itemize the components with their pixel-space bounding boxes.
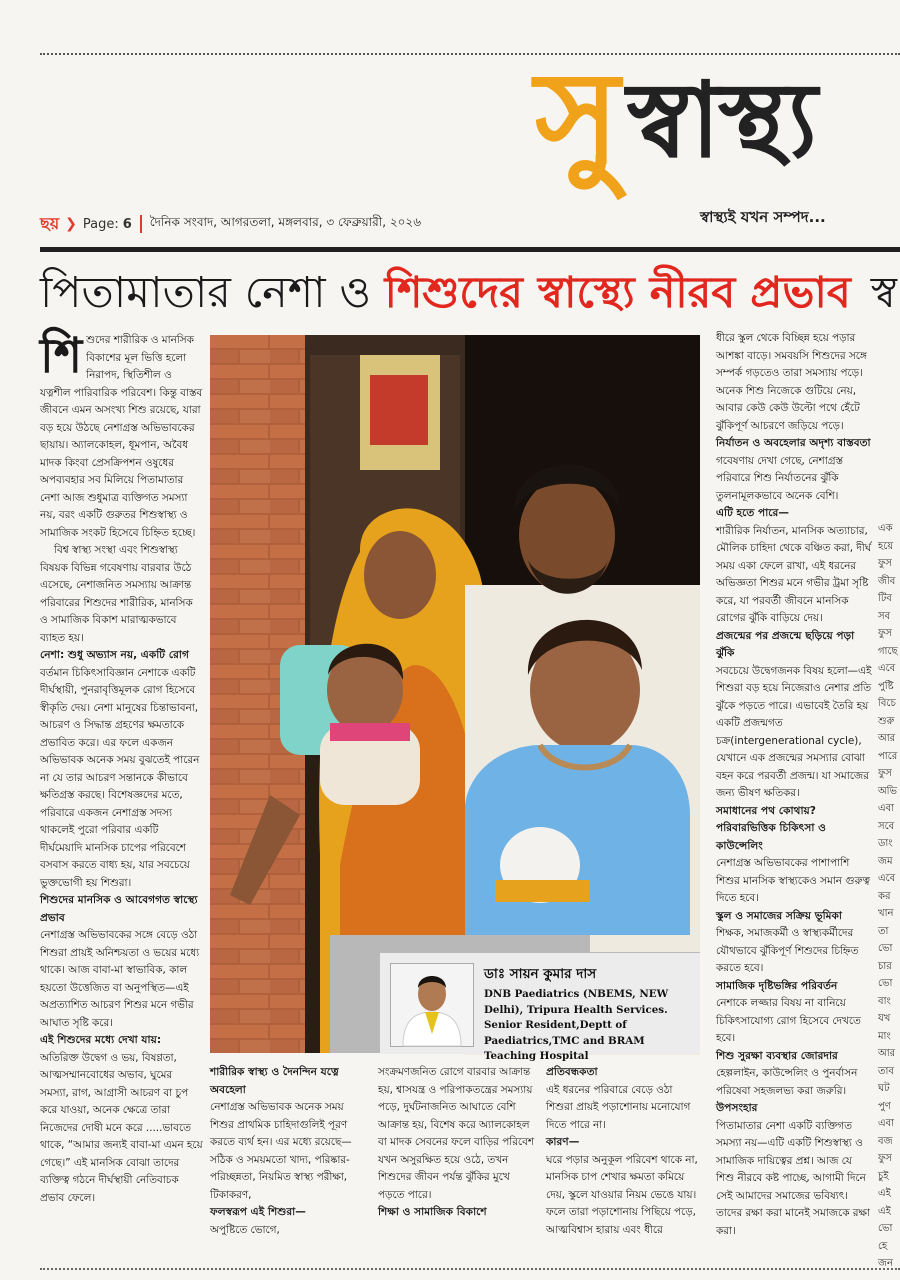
col5-subheading: সামাজিক দৃষ্টিভঙ্গির পরিবর্তন [716, 979, 838, 992]
col5-subheading: উপসংহার [716, 1102, 758, 1114]
col5-paragraph: হেল্পলাইন, কাউন্সেলিং ও পুনর্বাসন পরিষেবা সহজলভ্য করা জরুরি। [716, 1067, 858, 1097]
col4-subheading: প্রতিবন্ধকতা [546, 1066, 598, 1078]
col1-list: অতিরিক্ত উদ্বেগ ও ভয়, বিষণ্ণতা, আত্মসম্মানবোধের অভাব, ঘুমের সমস্যা, রাগ, আগ্রাসী আচরণ বা চুপ করে যাওয়া, অনেক ক্ষেত্রে তারা নিজেদের দোষী মনে করে .....ভাবতে থাকে, “আমার জন্যই বাবা-মা এমন হয়ে গেছে।” এই মানসিক বোঝা তাদের ব্যক্তিত্ব গঠনে দীর্ঘস্থায়ী নেতিবাচক প্রভাব ফেলে। [40, 1051, 203, 1204]
col1-subheading: এই শিশুদের মধ্যে দেখা যায়: [40, 1034, 162, 1046]
col5-paragraph: ধীরে স্কুল থেকে বিচ্ছিন্ন হয়ে পড়ার আশঙ্কা বাড়ে। সমবয়সি শিশুদের সঙ্গে সম্পর্ক গড়তেও তারা সমস্যায় পড়ে। অনেক শিশু নিজেকে গুটিয়ে নেয়, আবার কেউ কেউ উল্টো পথে হেঁটে ঝুঁকিপূর্ণ আচরণে জড়িয়ে পড়ে। [716, 332, 867, 432]
col5-paragraph: পিতামাতার নেশা একটি ব্যক্তিগত সমস্যা নয়—এটি একটি শিশুস্বাস্থ্য ও সামাজিক দায়িত্বের প্রশ্ন। আজ যে শিশু নীরবে কষ্ট পাচ্ছে, আগামী দিনে সেই আমাদের সমাজের ভবিষ্যৎ। তাদের রক্ষা করা মানেই সমাজকে রক্ষা করা। [716, 1119, 870, 1237]
col4-paragraph: এই ধরনের পরিবারে বেড়ে ওঠা শিশুরা প্রায়ই পড়াশোনায় মনোযোগ দিতে পারে না। [546, 1083, 691, 1131]
masthead-title-rest: স্বাস্থ্য [627, 58, 816, 181]
col1-paragraph: নেশাগ্রস্ত অভিভাবকের সঙ্গে বেড়ে ওঠা শিশুরা প্রায়ই অনিশ্চয়তা ও ভয়ের মধ্যে থাকে। আজ বাবা-মা স্বাভাবিক, কাল হয়তো উত্তেজিত বা অনুপস্থিত—এই অপ্রত্যাশিত আচরণ শিশুর মনে গভীর আঘাত সৃষ্টি করে। [40, 929, 200, 1029]
col1-subheading: শিশুদের মানসিক ও আবেগগত স্বাস্থ্যে প্রভাব [40, 894, 198, 924]
tagline: স্বাস্থ্যই যখন সম্পদ... [700, 208, 826, 226]
col5-subheading: নির্যাতন ও অবহেলার অদৃশ্য বাস্তবতা [716, 437, 871, 449]
col5-subheading: প্রজন্মের পর প্রজন্মে ছড়িয়ে পড়া ঝুঁকি [716, 629, 855, 659]
page-bar-divider [140, 215, 142, 233]
col5-subheading: স্কুল ও সমাজের সক্রিয় ভূমিকা [716, 909, 843, 922]
col5-subheading: পরিবারভিত্তিক চিকিৎসা ও কাউন্সেলিং [716, 822, 826, 852]
bottom-dotted-rule [40, 1268, 900, 1270]
col2-subheading: ফলস্বরূপ এই শিশুরা— [210, 1206, 306, 1218]
author-name: ডাঃ সায়ন কুমার দাস [484, 966, 597, 982]
col1-subheading: নেশা: শুধু অভ্যাস নয়, একটি রোগ [40, 649, 189, 661]
article-column-2 [210, 1064, 365, 1262]
chevron-right-icon: ❯ [65, 216, 77, 232]
author-credentials: DNB Paediatrics (NBEMS, NEW Delhi), Tripura Health Services. Senior Resident,Deptt of Paediatrics,TMC and BRAM Teaching Hospital [484, 988, 669, 1062]
col5-subheading: সমাধানের পথ কোথায়? [716, 804, 816, 817]
top-dotted-rule [40, 53, 900, 55]
col5-paragraph: নেশাগ্রস্ত অভিভাবকের পাশাপাশি শিশুর মানসিক স্বাস্থ্যকেও সমান গুরুত্ব দিতে হবে। [716, 857, 870, 904]
author-byline [380, 952, 700, 1062]
dropcap: শি [40, 328, 83, 384]
col1-paragraph: বিশ্ব স্বাস্থ্য সংস্থা এবং শিশুস্বাস্থ্য বিষয়ক বিভিন্ন গবেষণায় বারবার উঠে এসেছে, নেশাজনিত সমস্যায় আক্রান্ত পরিবারের শিশুদের শারীরিক, মানসিক ও সামাজিক বিকাশ মারাত্মকভাবে ব্যাহত হয়। [40, 544, 193, 644]
col2-paragraph: অপুষ্টিতে ভোগে, [210, 1223, 280, 1236]
col5-subheading: এটি হতে পারে— [716, 507, 789, 519]
article-column-3 [378, 1064, 538, 1262]
page-label: Page: [82, 216, 119, 232]
article-column-1 [40, 328, 203, 1262]
article-column-4 [546, 1064, 701, 1262]
col1-paragraph: বর্তমান চিকিৎসাবিজ্ঞান নেশাকে একটি দীর্ঘস্থায়ী, পুনরাবৃত্তিমূলক রোগ হিসেবে স্বীকৃতি দেয়। নেশা মানুষের চিন্তাভাবনা, আচরণ ও সিদ্ধান্ত গ্রহণের ক্ষমতাকে প্রভাবিত করে। এর ফলে একজন অভিভাবক অনেক সময় বুঝতেই পারেন না যে তার আচরণ সন্তানকে কীভাবে ক্ষতিগ্রস্ত করছে। বিশেষজ্ঞদের মতে, পরিবারে একজন নেশাগ্রস্ত সদস্য থাকলেই পুরো পরিবার একটি দীর্ঘমেয়াদি মানসিক চাপের পরিবেশে বসবাস করতে বাধ্য হয়, যার সবচেয়ে ভুক্তভোগী হয় শিশুরা। [40, 666, 200, 889]
family-photo [210, 335, 700, 1053]
article-column-5 [716, 330, 872, 1262]
col5-paragraph: শিক্ষক, সমাজকর্মী ও স্বাস্থ্যকর্মীদের যৌথভাবে ঝুঁকিপূর্ণ শিশুদের চিহ্নিত করতে হবে। [716, 927, 859, 974]
author-portrait [390, 963, 474, 1047]
heavy-rule [40, 247, 900, 252]
headline-part2: শিশুদের স্বাস্থ্যে নীরব প্রভাব [384, 268, 851, 318]
headline [40, 264, 900, 322]
col3-paragraph: সংক্রমণজনিত রোগে বারবার আক্রান্ত হয়, শ্বাসযন্ত্র ও পরিপাকতন্ত্রের সমস্যায় পড়ে, দুর্ঘটনাজনিত আঘাতে বেশি আক্রান্ত হয়, বিশেষ করে অ্যালকোহল বা মাদক সেবনের ফলে বাড়ির পরিবেশ যখন অসুরক্ষিত হয়ে ওঠে, তখন শিশুদের জীবন পর্যন্ত ঝুঁকির মুখে পড়তে পারে। [378, 1066, 535, 1201]
col1-paragraph: শুদের শারীরিক ও মানসিক বিকাশের মূল ভিত্তি হলো নিরাপদ, স্থিতিশীল ও যত্নশীল পারিবারিক পরিবেশ। কিন্তু বাস্তব জীবনে এমন অসংখ্য শিশু রয়েছে, যারা বড় হয়ে উঠছে নেশাগ্রস্ত অভিভাবকের ছায়ায়। অ্যালকোহল, ধূমপান, অবৈধ মাদক কিংবা প্রেসক্রিপশন ওষুধের অপব্যবহার সব মিলিয়ে পিতামাতার নেশা আজ শুধুমাত্র ব্যক্তিগত সমস্যা নয়, বরং একটি গুরুতর শিশুস্বাস্থ্য ও সামাজিক সংকট হিসেবে চিহ্নিত হচ্ছে। [40, 334, 203, 539]
col2-paragraph: নেশাগ্রস্ত অভিভাবক অনেক সময় শিশুর প্রাথমিক চাহিদাগুলিই পূরণ করতে ব্যর্থ হন। এর মধ্যে রয়েছে— সঠিক ও সময়মতো খাদ্য, পরিষ্কার-পরিচ্ছন্নতা, নিয়মিত স্বাস্থ্য পরীক্ষা, টিকাকরণ, [210, 1101, 352, 1201]
headline-overflow: স্ব [870, 268, 897, 318]
col5-paragraph: শারীরিক নির্যাতন, মানসিক অত্যাচার, মৌলিক চাহিদা থেকে বঞ্চিত করা, দীর্ঘ সময় একা ফেলে রাখা, এই ধরনের অভিজ্ঞতা শিশুর মনে গভীর ট্রমা সৃষ্টি করে, যা পরবর্তী জীবনে মানসিক রোগের ঝুঁকি বাড়িয়ে দেয়। [716, 524, 872, 624]
page-number: 6 [122, 216, 132, 232]
col5-paragraph: নেশাকে লজ্জার বিষয় না বানিয়ে চিকিৎসাযোগ্য রোগ হিসেবে দেখতে হবে। [716, 997, 861, 1044]
col2-subheading: শারীরিক স্বাস্থ্য ও দৈনন্দিন যত্নে অবহেলা [210, 1066, 339, 1096]
col4-subheading: কারণ— [546, 1136, 580, 1148]
col4-paragraph: ঘরে পড়ার অনুকূল পরিবেশ থাকে না, মানসিক চাপ শেখার ক্ষমতা কমিয়ে দেয়, স্কুলে যাওয়ার নিয়ম ভেঙে যায়। ফলে তারা পড়াশোনায় পিছিয়ে পড়ে, আত্মবিশ্বাস হারায় এবং ধীরে [546, 1153, 698, 1236]
col5-paragraph: সবচেয়ে উদ্বেগজনক বিষয় হলো—এই শিশুরা বড় হয়ে নিজেরাও নেশার প্রতি ঝুঁকে পড়তে পারে। এভাবেই তৈরি হয় একটি প্রজন্মগত চক্র(intergenerational cycle), যেখানে এক প্রজন্মের সমস্যার বোঝা বহন করে পরবর্তী প্রজন্ম। যা সমাজের জন্য ভীষণ ক্ষতিকর। [716, 664, 872, 799]
family-photo-illustration [210, 335, 700, 1053]
masthead-logo [535, 43, 895, 200]
page-word: ছয় [40, 213, 60, 233]
adjacent-article-strip: এক হয়ে ফুস জীব টিব সব ফুস গাছে এবে পুষ্টি বিচে শুরু আর পারে ফুস অভি এবা সবে ডাং জম এবে কর খান তা ভো চার ভো বাং যখ মাং আর তাব ঘট পুণ এবা বজ ফুস চুই এই এই ভো হে জন [878, 523, 898, 1269]
headline-part1: পিতামাতার নেশা ও [40, 268, 385, 318]
col3-subheading: শিক্ষা ও সামাজিক বিকাশে [378, 1206, 487, 1218]
col5-paragraph: গবেষণায় দেখা গেছে, নেশাগ্রস্ত পরিবারে শিশু নির্যাতনের ঝুঁকি তুলনামূলকভাবে অনেক বেশি। [716, 454, 843, 502]
masthead-title-first: সু [535, 43, 620, 193]
col5-subheading: শিশু সুরক্ষা ব্যবস্থার জোরদার [716, 1049, 838, 1062]
page-bar [40, 214, 421, 234]
author-portrait-illustration [391, 964, 473, 1046]
dateline: দৈনিক সংবাদ, আগরতলা, মঙ্গলবার, ৩ ফেব্রুয়ারী, ২০২৬ [149, 215, 422, 229]
